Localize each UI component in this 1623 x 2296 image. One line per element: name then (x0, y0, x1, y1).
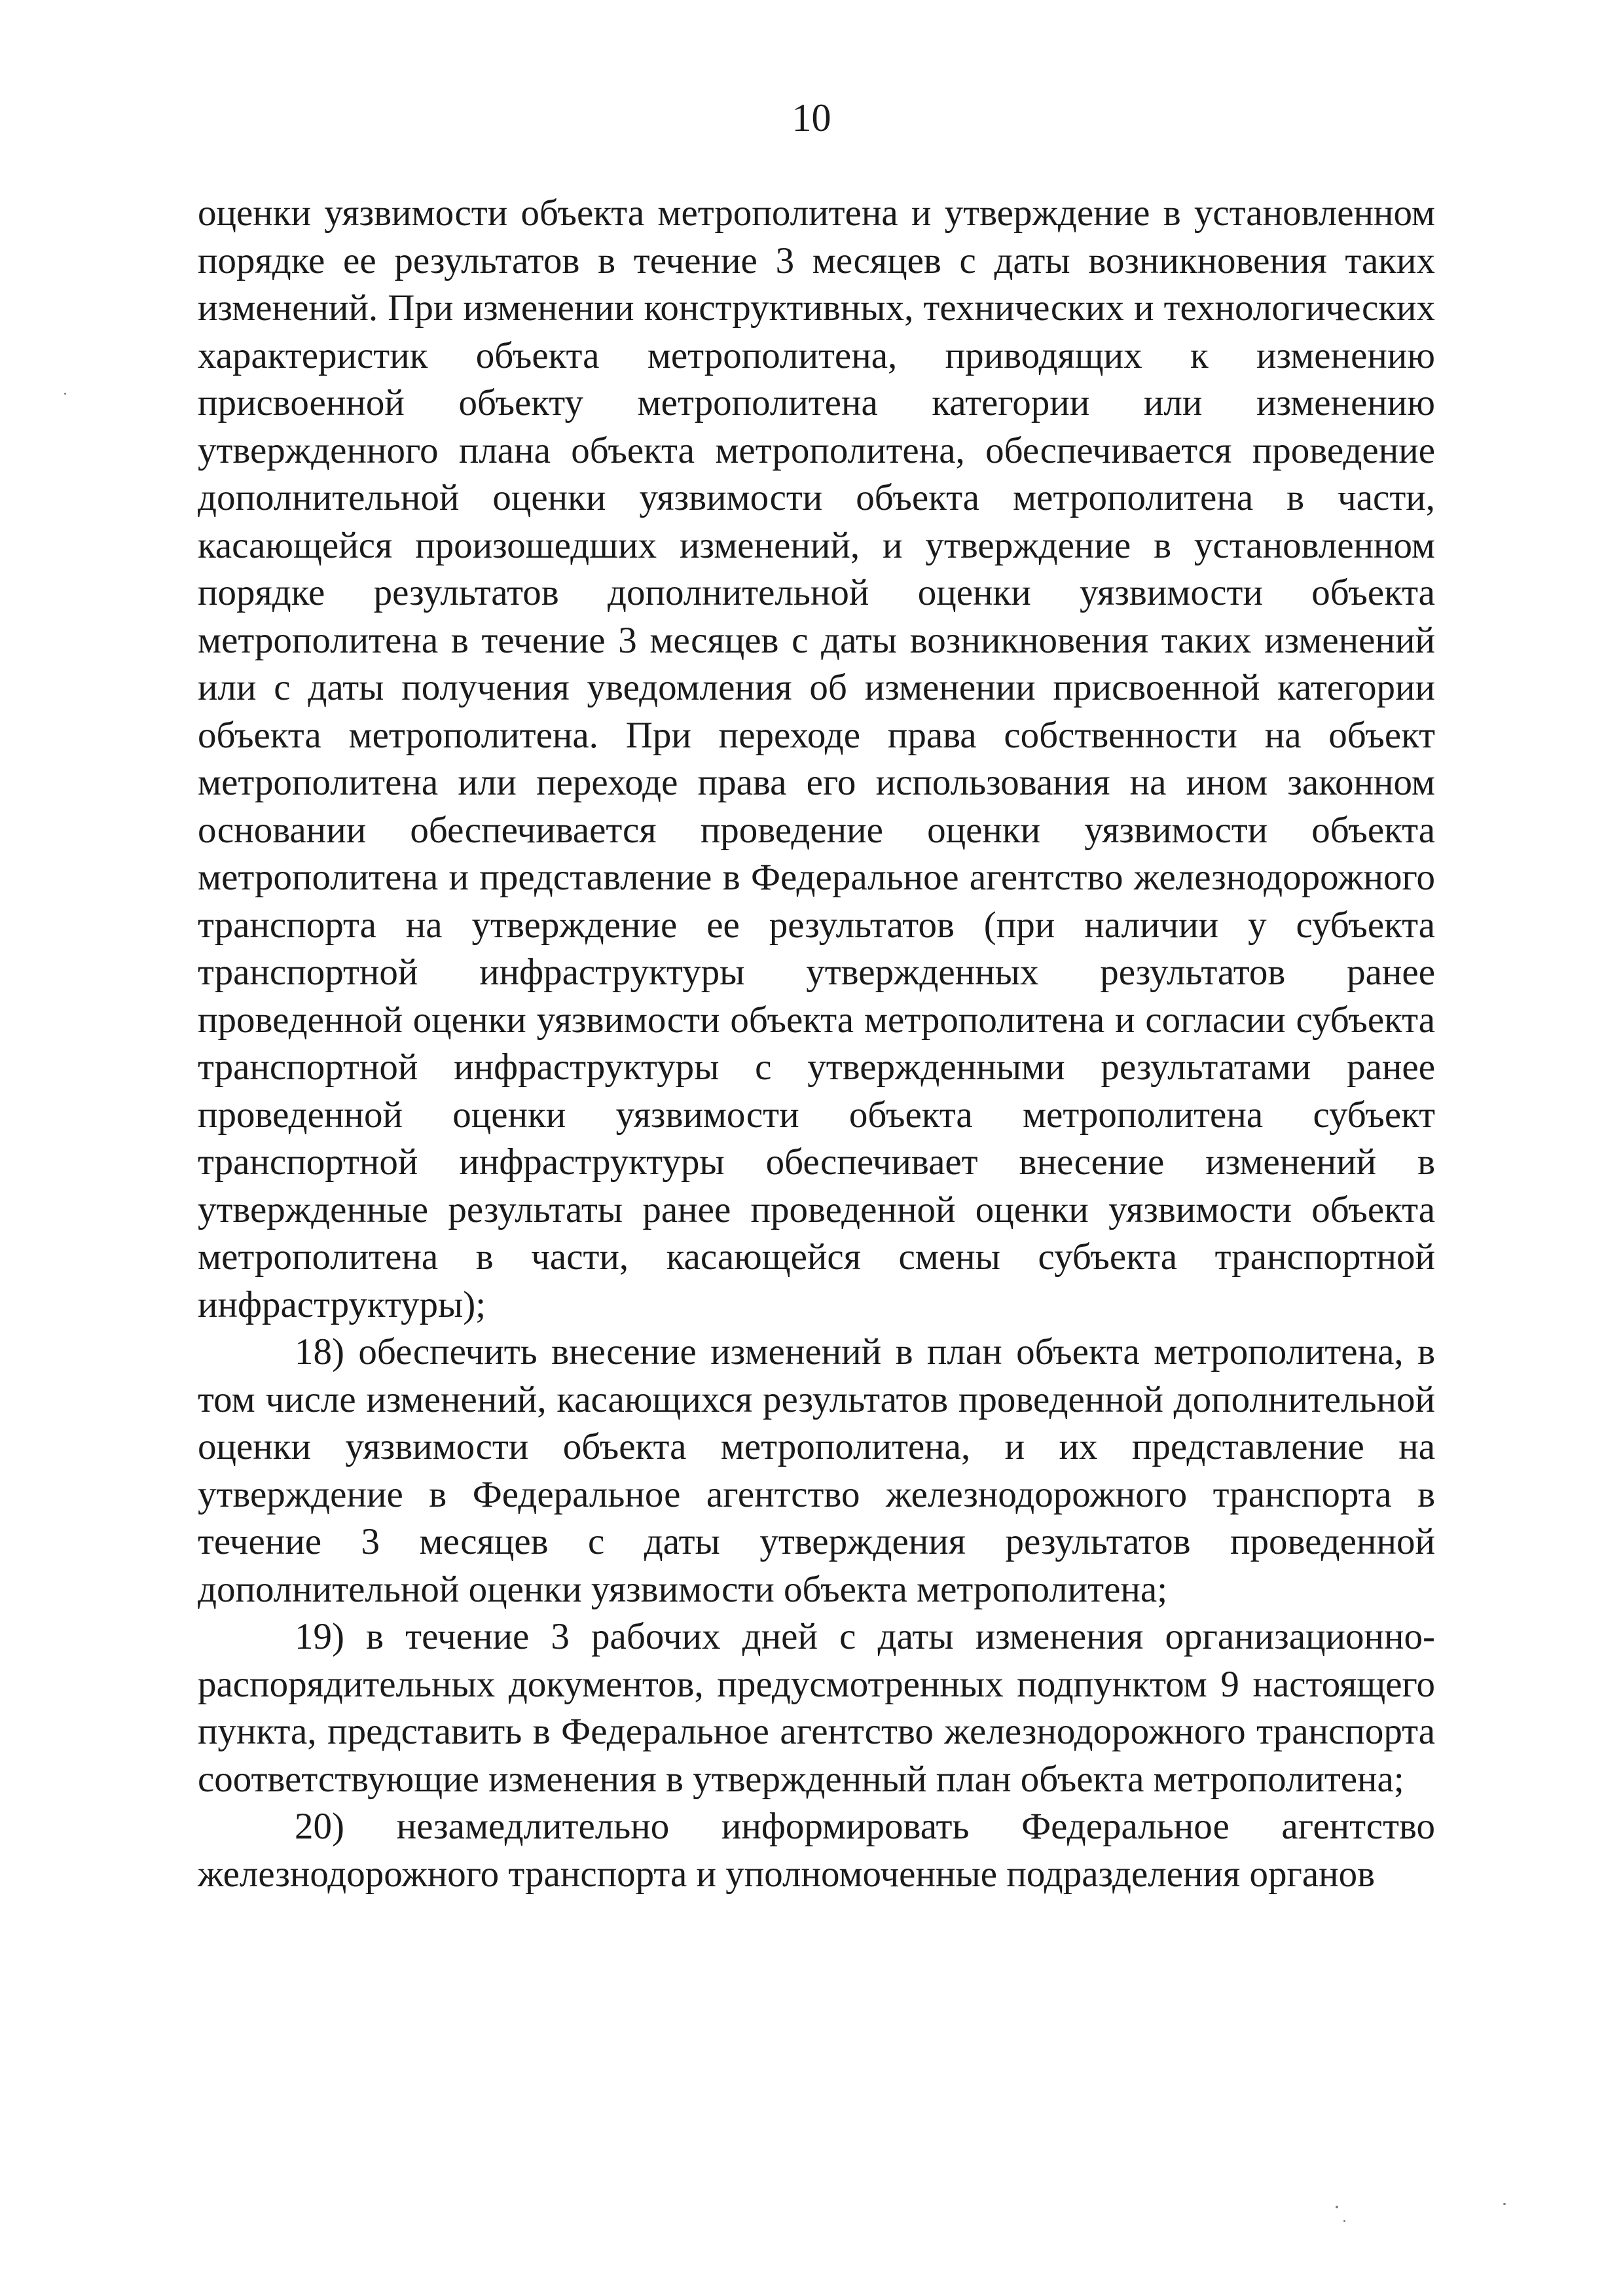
scan-speck (1343, 2220, 1345, 2222)
paragraph-item-19: 19) в течение 3 рабочих дней с даты изменения организационно-распорядительных документов, предусмотренных подпунктом 9 настоящего пункта, представить в Федеральное агентство железнодорожного транспорта соответствующие изменения в утвержденный план объекта метрополитена; (198, 1616, 1435, 1800)
page-number: 10 (792, 96, 831, 139)
scan-speck (64, 393, 66, 395)
document-body (198, 190, 1435, 1898)
paragraph-item-20: 20) незамедлительно информировать Федеральное агентство железнодорожного транспорта и уполномоченные подразделения органов (198, 1806, 1435, 1895)
paragraph-item-18: 18) обеспечить внесение изменений в план объекта метрополитена, в том числе изменений, касающихся результатов проведенной дополнительной оценки уязвимости объекта метрополитена, и их представление на утверждение в Федеральное агентство железнодорожного транспорта в течение 3 месяцев с даты утверждения результатов проведенной дополнительной оценки уязвимости объекта метрополитена; (198, 1331, 1435, 1610)
scan-speck (1503, 2203, 1506, 2205)
paragraph-continuation: оценки уязвимости объекта метрополитена и утверждение в установленном порядке ее результатов в течение 3 месяцев с даты возникновения таких изменений. При изменении конструктивных, технических и технологических характеристик объекта метрополитена, приводящих к изменению присвоенной объекту метрополитена категории или изменению утвержденного плана объекта метрополитена, обеспечивается проведение дополнительной оценки уязвимости объекта метрополитена в части, касающейся произошедших изменений, и утверждение в установленном порядке результатов дополнительной оценки уязвимости объекта метрополитена в течение 3 месяцев с даты возникновения таких изменений или с даты получения уведомления об изменении присвоенной категории объекта метрополитена. При переходе права собственности на объект метрополитена или переходе права его использования на ином законном основании обеспечивается проведение оценки уязвимости объекта метрополитена и представление в Федеральное агентство железнодорожного транспорта на утверждение ее результатов (при наличии у субъекта транспортной инфраструктуры утвержденных результатов ранее проведенной оценки уязвимости объекта метрополитена и согласии субъекта транспортной инфраструктуры с утвержденными результатами ранее проведенной оценки уязвимости объекта метрополитена субъект транспортной инфраструктуры обеспечивает внесение изменений в утвержденные результаты ранее проведенной оценки уязвимости объекта метрополитена в части, касающейся смены субъекта транспортной инфраструктуры); (198, 192, 1435, 1325)
scan-speck (1336, 2206, 1338, 2208)
